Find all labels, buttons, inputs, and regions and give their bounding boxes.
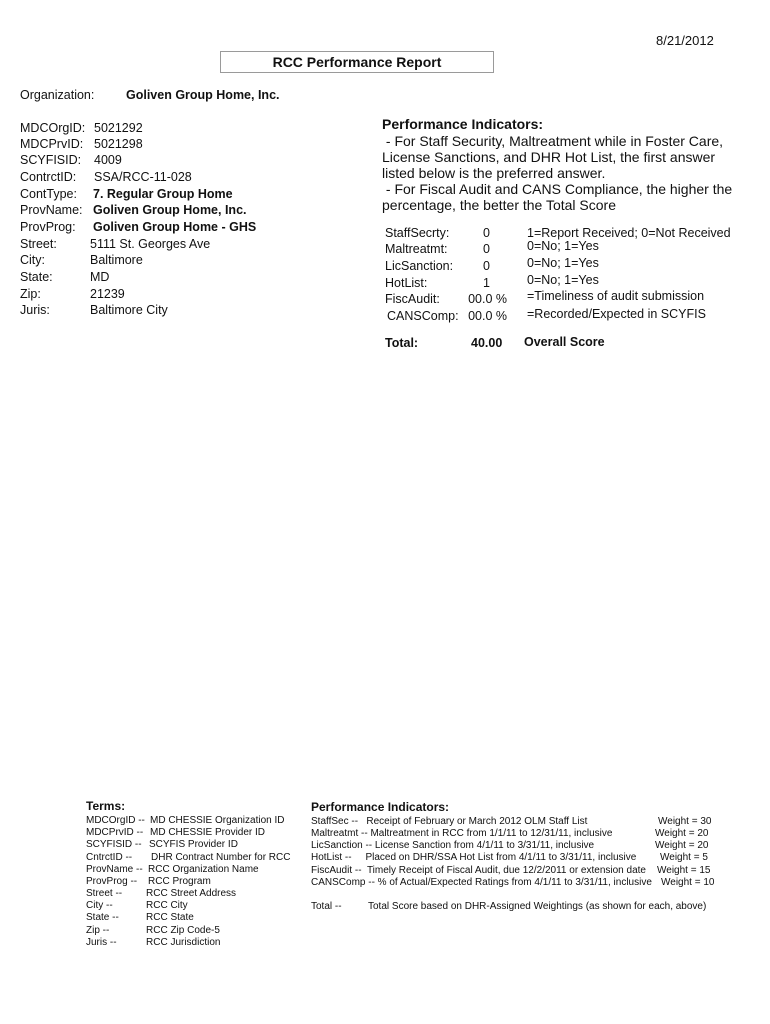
term-definition: SCYFIS Provider ID	[149, 839, 238, 850]
term-definition: MD CHESSIE Organization ID	[150, 815, 285, 826]
field-label: State:	[20, 270, 53, 284]
term-name: Street --	[86, 888, 123, 899]
list-item	[86, 876, 137, 887]
indicator-label: StaffSecrty:	[385, 226, 450, 240]
field-label: ProvProg:	[20, 220, 76, 234]
indicator-description: 1=Report Received; 0=Not Received	[527, 226, 731, 240]
field-label: ContrctID:	[20, 170, 77, 184]
field-label: City:	[20, 253, 45, 267]
legend-weight: Weight = 20	[655, 840, 709, 851]
indicator-row	[0, 256, 770, 275]
term-definition: RCC State	[146, 912, 194, 923]
indicator-value: 00.0 %	[468, 309, 507, 323]
indicator-value: 00.0 %	[468, 292, 507, 306]
indicator-row	[0, 226, 770, 242]
field-label: Juris:	[20, 303, 50, 317]
performance-indicators-heading: Performance Indicators:	[382, 116, 544, 132]
performance-indicators-notes	[382, 133, 732, 213]
indicator-label: HotList:	[385, 276, 428, 290]
indicator-row	[0, 289, 770, 308]
indicator-label: CANSComp:	[387, 309, 459, 323]
legend-item: CANSComp -- % of Actual/Expected Ratings from 4/1/11 to 3/31/11, inclusive	[311, 877, 652, 888]
field-label: Street:	[20, 237, 57, 251]
field-label: ProvName:	[20, 203, 83, 217]
note-line: - For Staff Security, Maltreatment while in Foster Care,	[382, 133, 724, 149]
list-item	[86, 925, 109, 936]
list-item	[86, 864, 143, 875]
note-line: License Sanctions, and DHR Hot List, the first answer	[382, 149, 716, 165]
indicator-label: Maltreatmt:	[385, 242, 448, 256]
field-label: SCYFISID:	[20, 153, 82, 167]
term-definition: RCC City	[146, 900, 188, 911]
indicator-label: LicSanction:	[385, 259, 454, 273]
report-date: 8/21/2012	[656, 33, 714, 48]
total-value: 40.00	[471, 336, 503, 350]
indicator-description: 0=No; 1=Yes	[527, 273, 599, 287]
field-value: 5111 St. Georges Ave	[90, 237, 211, 251]
term-definition: RCC Zip Code-5	[146, 925, 220, 936]
legend-item: Maltreatmt -- Maltreatment in RCC from 1/1/11 to 12/31/11, inclusive	[311, 828, 613, 839]
report-title: RCC Performance Report	[220, 51, 494, 73]
indicator-row	[0, 309, 770, 325]
legend-item: StaffSec -- Receipt of February or March 2012 OLM Staff List	[311, 816, 588, 827]
term-name: MDCOrgID --	[86, 815, 145, 826]
term-name: SCYFISID --	[86, 839, 142, 850]
term-definition: RCC Program	[148, 876, 211, 887]
note-line: listed below is the preferred answer.	[382, 165, 606, 181]
field-label: ContType:	[20, 187, 77, 201]
organization-value: Goliven Group Home, Inc.	[126, 88, 280, 102]
field-value: 5021292	[94, 121, 143, 135]
term-name: City --	[86, 900, 113, 911]
indicator-value: 0	[483, 226, 490, 240]
indicator-value: 0	[483, 242, 490, 256]
term-name: CntrctID --	[86, 852, 133, 863]
term-name: Zip --	[86, 925, 110, 936]
term-definition: RCC Jurisdiction	[146, 937, 221, 948]
field-label: Zip:	[20, 287, 41, 301]
legend-weight: Weight = 15	[657, 865, 711, 876]
field-value: 7. Regular Group Home	[93, 187, 233, 201]
list-item	[86, 937, 117, 948]
term-definition: MD CHESSIE Provider ID	[150, 827, 266, 838]
indicator-label: FiscAudit:	[385, 292, 440, 306]
note-line: percentage, the better the Total Score	[382, 197, 617, 213]
list-item	[86, 912, 119, 923]
total-label: Total:	[385, 336, 419, 350]
list-item	[86, 888, 122, 899]
term-definition: DHR Contract Number for RCC	[151, 852, 291, 863]
legend-weight: Weight = 10	[661, 877, 715, 888]
field-value: Goliven Group Home, Inc.	[93, 203, 247, 217]
indicator-description: =Timeliness of audit submission	[527, 289, 705, 303]
indicator-description: 0=No; 1=Yes	[527, 239, 599, 253]
field-value: SSA/RCC-11-028	[94, 170, 192, 184]
legend-weight: Weight = 20	[655, 828, 709, 839]
term-name: ProvProg --	[86, 876, 138, 887]
term-name: State --	[86, 912, 119, 923]
legend-weight: Weight = 5	[660, 852, 708, 863]
list-item	[86, 839, 142, 850]
indicator-row	[0, 239, 770, 258]
performance-legend-heading: Performance Indicators:	[311, 800, 450, 814]
indicator-value: 0	[483, 259, 490, 273]
field-value: Baltimore	[90, 253, 143, 267]
organization-label: Organization:	[20, 88, 95, 102]
legend-total-definition: Total Score based on DHR-Assigned Weightings (as shown for each, above)	[368, 901, 707, 912]
term-definition: RCC Street Address	[146, 888, 237, 899]
field-value: 21239	[90, 287, 125, 301]
list-item	[86, 827, 143, 838]
legend-total-term: Total --	[311, 901, 342, 912]
field-value: Goliven Group Home - GHS	[93, 220, 257, 234]
field-value: MD	[90, 270, 110, 284]
legend-weight: Weight = 30	[658, 816, 712, 827]
list-item	[86, 852, 132, 863]
list-item	[86, 815, 145, 826]
terms-heading: Terms:	[86, 799, 126, 813]
legend-item: FiscAudit -- Timely Receipt of Fiscal Audit, due 12/2/2011 or extension date	[311, 865, 646, 876]
indicator-description: 0=No; 1=Yes	[527, 256, 599, 270]
term-name: MDCPrvID --	[86, 827, 144, 838]
list-item	[86, 900, 113, 911]
note-line: - For Fiscal Audit and CANS Compliance, the higher the	[382, 181, 733, 197]
term-name: ProvName --	[86, 864, 143, 875]
field-label: MDCPrvID:	[20, 137, 84, 151]
field-label: MDCOrgID:	[20, 121, 86, 135]
indicator-value: 1	[483, 276, 490, 290]
legend-item: LicSanction -- License Sanction from 4/1/11 to 3/31/11, inclusive	[311, 840, 595, 851]
indicator-description: =Recorded/Expected in SCYFIS	[527, 307, 706, 321]
term-name: Juris --	[86, 937, 117, 948]
field-value: 4009	[94, 153, 122, 167]
total-description: Overall Score	[524, 335, 605, 349]
field-value: 5021298	[94, 137, 143, 151]
term-definition: RCC Organization Name	[148, 864, 259, 875]
legend-item: HotList -- Placed on DHR/SSA Hot List from 4/1/11 to 3/31/11, inclusive	[311, 852, 637, 863]
field-value: Baltimore City	[90, 303, 168, 317]
